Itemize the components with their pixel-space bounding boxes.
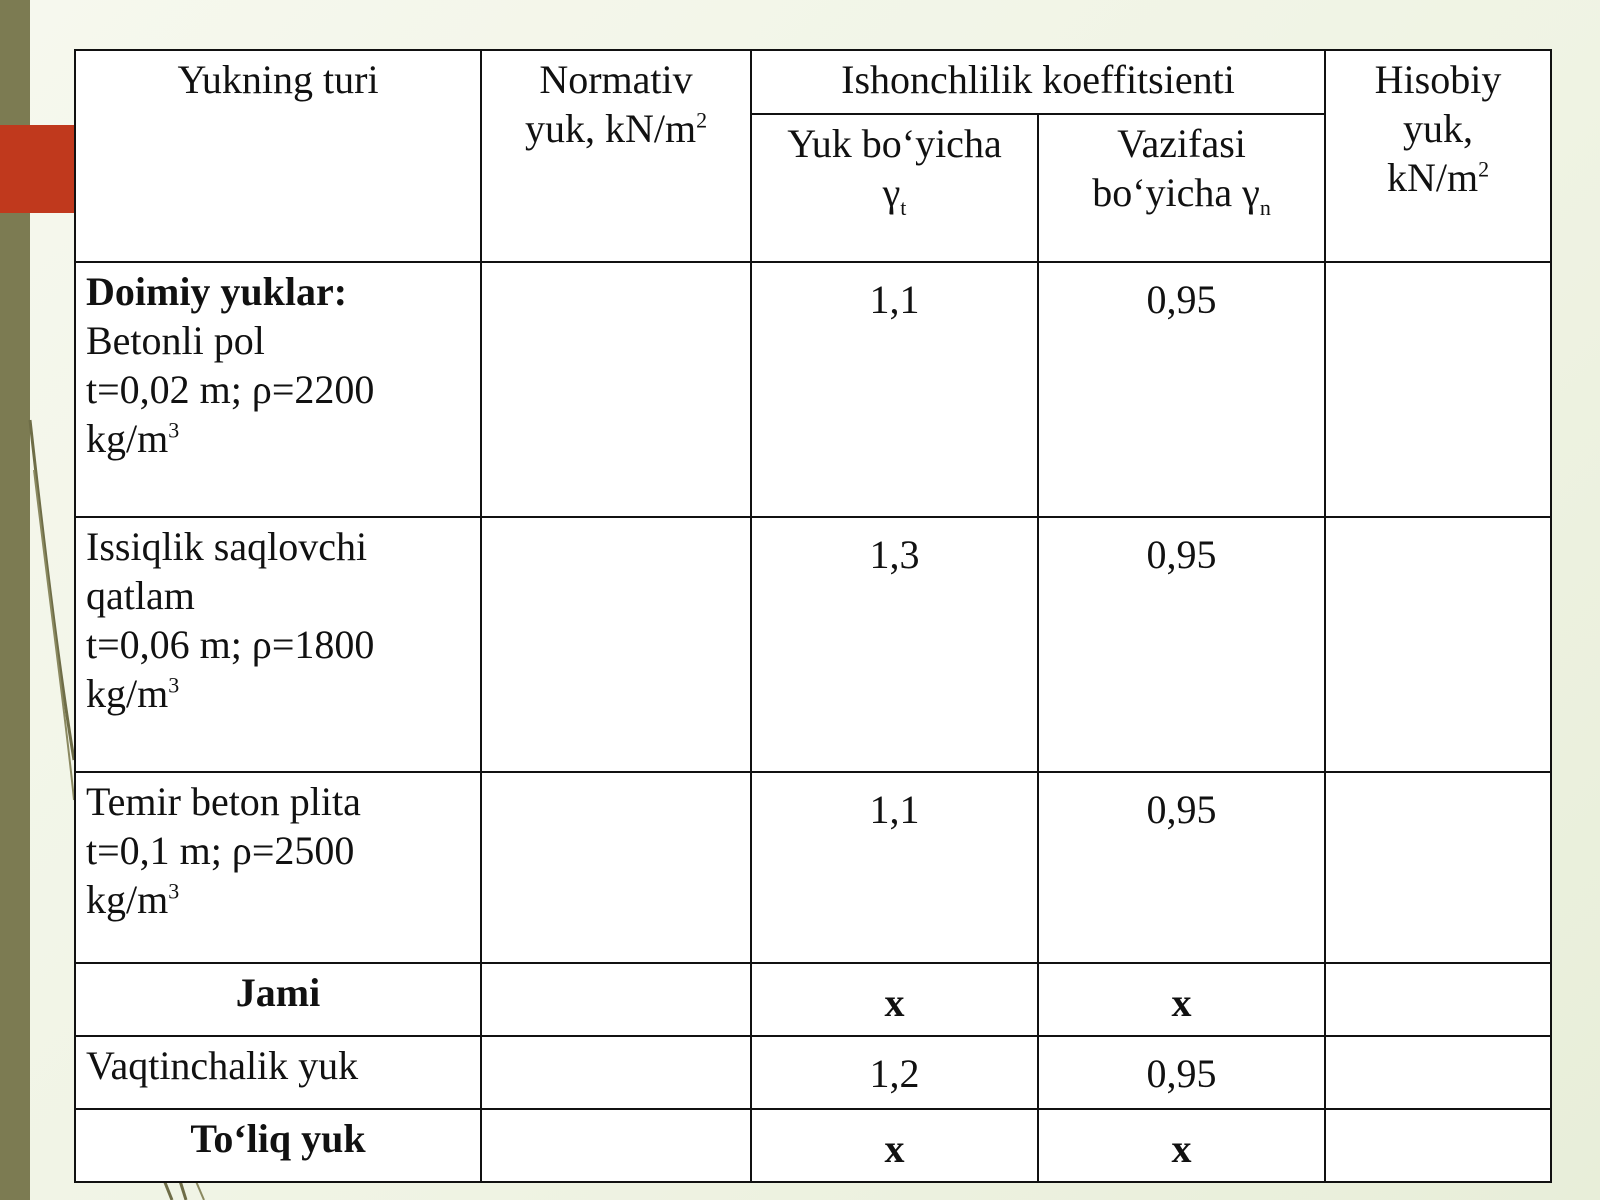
row-label-temporary-load: Vaqtinchalik yuk — [75, 1036, 481, 1109]
cell-normative — [481, 1109, 751, 1182]
cell-design — [1325, 963, 1551, 1036]
table-row — [75, 1109, 1551, 1182]
row-label-concrete-floor: Doimiy yuklar: Betonli pol t=0,02 m; ρ=2200 $kg/m^3$ — [75, 262, 481, 517]
cell-normative — [481, 772, 751, 963]
row-label-reinforced-concrete-slab: Temir beton plita t=0,1 m; ρ=2500 $kg/m^3$ — [75, 772, 481, 963]
cell-normative — [481, 963, 751, 1036]
row-label-full-load: To‘liq yuk — [75, 1109, 481, 1182]
cell-normative — [481, 517, 751, 772]
cell-design — [1325, 1109, 1551, 1182]
table-row — [75, 963, 1551, 1036]
red-accent-tab — [0, 125, 74, 213]
cell-gamma-n: 0,95 — [1038, 1036, 1325, 1109]
header-by-purpose: Vazifasi bo‘yicha $\gamma_n$ — [1038, 114, 1325, 262]
table-row — [75, 772, 1551, 963]
cell-gamma-t: x — [751, 963, 1038, 1036]
table-row — [75, 262, 1551, 517]
cell-gamma-t: x — [751, 1109, 1038, 1182]
header-load-type: Yukning turi — [75, 50, 481, 262]
cell-normative — [481, 1036, 751, 1109]
header-row-1 — [75, 50, 1551, 114]
cell-design — [1325, 262, 1551, 517]
header-by-load: Yuk bo‘yicha $\gamma_t$ — [751, 114, 1038, 262]
cell-gamma-t: 1,1 — [751, 262, 1038, 517]
table-row — [75, 517, 1551, 772]
cell-gamma-n: 0,95 — [1038, 772, 1325, 963]
cell-gamma-t: 1,2 — [751, 1036, 1038, 1109]
table-row — [75, 1036, 1551, 1109]
header-design-load: Hisobiy yuk, $kN/m^2$ — [1325, 50, 1551, 262]
header-reliability-coefficient: Ishonchlilik koeffitsienti — [751, 50, 1325, 114]
load-table-container — [74, 49, 1550, 1183]
cell-design — [1325, 772, 1551, 963]
cell-design — [1325, 517, 1551, 772]
cell-gamma-n: x — [1038, 963, 1325, 1036]
cell-design — [1325, 1036, 1551, 1109]
load-table — [74, 49, 1552, 1183]
cell-gamma-t: 1,3 — [751, 517, 1038, 772]
cell-normative — [481, 262, 751, 517]
cell-gamma-n: 0,95 — [1038, 262, 1325, 517]
cell-gamma-n: x — [1038, 1109, 1325, 1182]
row-label-insulation-layer: Issiqlik saqlovchi qatlam t=0,06 m; ρ=1800 $kg/m^3$ — [75, 517, 481, 772]
cell-gamma-t: 1,1 — [751, 772, 1038, 963]
cell-gamma-n: 0,95 — [1038, 517, 1325, 772]
header-normative-load: Normativ yuk, $kN/m^2$ — [481, 50, 751, 262]
row-label-total: Jami — [75, 963, 481, 1036]
